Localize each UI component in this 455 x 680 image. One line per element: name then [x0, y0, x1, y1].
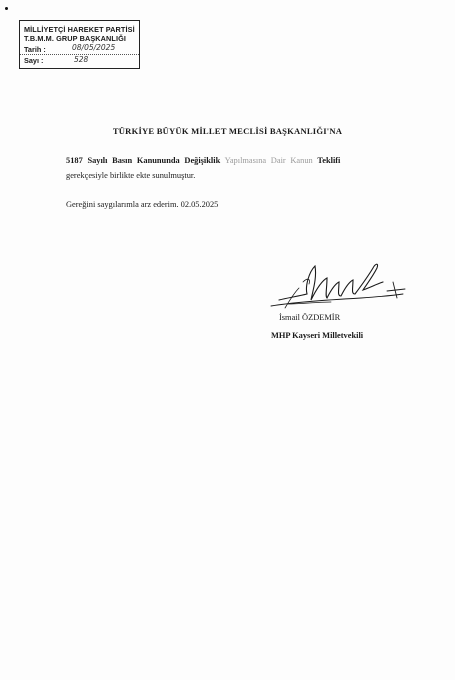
corner-mark [5, 7, 8, 10]
stamp-office-name: T.B.M.M. GRUP BAŞKANLIĞI [24, 34, 126, 43]
stamp-number-label: Sayı : [24, 56, 44, 65]
letter-title: TÜRKİYE BÜYÜK MİLLET MECLİSİ BAŞKANLIĞI'NA [112, 126, 343, 136]
signatory-title: MHP Kayseri Milletvekili [271, 331, 364, 340]
registry-stamp [19, 20, 140, 69]
stamp-date-label: Tarih : [24, 45, 46, 54]
stamp-number-value: 528 [74, 55, 89, 64]
paragraph-1-line-1 [66, 156, 340, 165]
paragraph-1-line-2: gerekçesiyle birlikte ekte sunulmuştur. [66, 171, 196, 180]
bill-name-end: Teklifi [317, 156, 341, 165]
stamp-date-value: 08/05/2025 [72, 43, 116, 52]
bill-name-bold: 5187 Sayılı Basın Kanununda Değişiklik [66, 156, 221, 165]
closing-paragraph: Gereğini saygılarımla arz ederim. 02.05.2025 [66, 200, 219, 209]
signatory-name: İsmail ÖZDEMİR [279, 313, 341, 322]
bill-name-faint: Yapılmasına Dair Kanun [224, 156, 313, 165]
stamp-party-name: MİLLİYETÇİ HAREKET PARTİSİ [24, 25, 135, 34]
handwritten-signature [265, 258, 410, 318]
